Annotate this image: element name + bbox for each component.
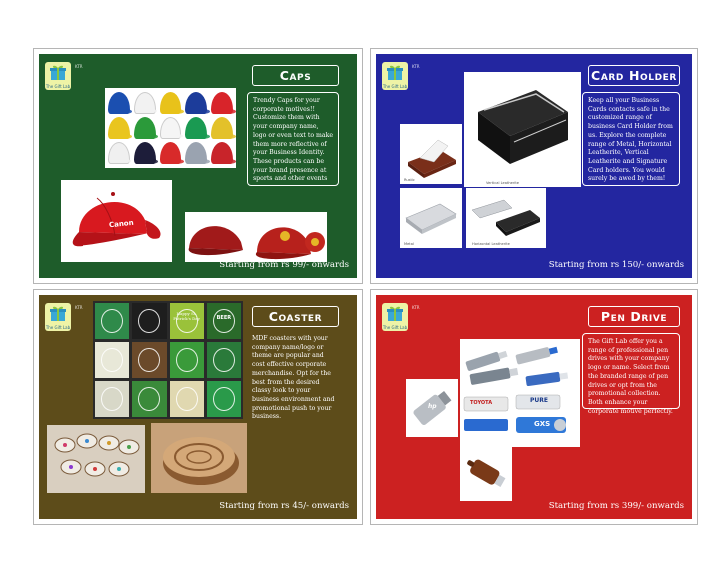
mini-cap: [160, 117, 182, 139]
pen-drive-description: The Gift Lab offer you a range of professional pen drives with your company logo or name. Select from the branded range of pen drives or opt from the promotional collection. Both enhance your corporate motive perfectly.: [582, 333, 680, 409]
coaster-grid: [95, 303, 241, 417]
coaster-tile: [132, 381, 166, 417]
gift-box-icon: [386, 64, 404, 81]
mini-cap: [211, 142, 233, 164]
caption-vertical-leatherite: Vertical Leatherite: [486, 181, 519, 185]
leather-usb-photo: [460, 447, 512, 501]
logo-mark: KTR: [75, 64, 83, 69]
coaster-tile: [95, 342, 129, 378]
coaster-tile: [207, 342, 241, 378]
coaster-tile: [170, 303, 204, 339]
caption-metal: Metal: [404, 242, 414, 246]
mini-cap: [160, 92, 182, 114]
usb-label-toyota: TOYOTA: [470, 400, 493, 406]
card-holder-title: Card Holder: [588, 65, 680, 86]
wooden-coaster-photo: [151, 423, 247, 493]
usb-label-pure: PURE: [530, 397, 548, 404]
red-cap-photo: [61, 180, 172, 262]
caps-price: Starting from rs 99/- onwards: [219, 260, 349, 270]
coaster-tile: [132, 342, 166, 378]
caps-pair-image: [185, 212, 327, 262]
usb-collage-photo: [460, 339, 580, 447]
coaster-tile: [95, 381, 129, 417]
metal-holder-image: [400, 188, 462, 248]
logo-text: The Gift Lab: [45, 325, 71, 330]
caps-grid: [108, 92, 233, 164]
mini-cap: [134, 142, 156, 164]
caption-rustic: Rustic: [404, 178, 415, 182]
leather-usb-image: [460, 447, 512, 501]
leather-holder-image: [464, 72, 581, 187]
gift-box-icon: [386, 305, 404, 322]
card-holder-panel: [376, 54, 692, 278]
coaster-tile-label: Happy St. Patrick's Day: [173, 311, 200, 321]
coaster-tile: [132, 303, 166, 339]
mini-cap: [108, 142, 130, 164]
caps-pair-photo: [185, 212, 327, 262]
usb-label-hp: hp: [428, 403, 437, 410]
logo-mark: KTR: [412, 305, 420, 310]
caps-title: Caps: [252, 65, 339, 86]
coaster-description: MDF coasters with your company name/logo or theme are popular and cost effective corporate merchandise. Opt for the best from the desired classy look to your business environment and promotional push to your business.: [252, 335, 335, 421]
usb-collage-image: [460, 339, 580, 447]
logo-text: The Gift Lab: [382, 84, 408, 89]
card-holder-description: Keep all your Business Cards contacts safe in the customized range of business Card Holder from us. Explore the complete range of Metal, Horizontal Leatherite, Vertical Leatherite and Signature Card holders. You would surely be awed by them!: [582, 92, 680, 186]
card-holder-price: Starting from rs 150/- onwards: [548, 260, 684, 270]
mini-cap: [134, 92, 156, 114]
printed-coasters-photo: [47, 425, 145, 493]
caps-card: [33, 48, 363, 284]
gift-box-icon: [49, 64, 67, 81]
caps-description: Trendy Caps for your corporate motives!! Customize them with your company name, logo or even text to make them more reflective of your Business Identity. These products can be your brand presence at sports and other events: [247, 92, 339, 186]
pen-drive-card: [370, 289, 698, 525]
caps-collage-photo: [105, 88, 236, 168]
logo-text: The Gift Lab: [45, 84, 71, 89]
usb-label-gxs: GXS: [534, 420, 551, 428]
horizontal-leatherite-photo: [466, 188, 546, 248]
horizontal-holder-image: [466, 188, 546, 248]
mini-cap: [185, 142, 207, 164]
logo-text: The Gift Lab: [382, 325, 408, 330]
logo-mark: KTR: [75, 305, 83, 310]
coaster-tile: [170, 381, 204, 417]
metal-usb-photo: [406, 379, 458, 437]
rustic-holder-photo: [400, 124, 462, 184]
vertical-leatherite-photo: [464, 72, 581, 187]
mini-cap: [108, 92, 130, 114]
gift-box-icon: [49, 305, 67, 322]
coaster-collage-photo: [93, 301, 243, 419]
coaster-tile-label: BEER: [216, 315, 232, 321]
red-cap-brand-label: Canon: [108, 218, 134, 230]
coaster-tile: [207, 303, 241, 339]
mini-cap: [185, 92, 207, 114]
mini-cap: [134, 117, 156, 139]
pen-drive-panel: [376, 295, 692, 519]
coaster-tile: [207, 381, 241, 417]
coaster-panel: [39, 295, 357, 519]
pen-drive-price: Starting from rs 399/- onwards: [548, 501, 684, 511]
caption-horizontal-leatherite: Horizontal Leatherite: [472, 242, 510, 246]
pen-drive-title: Pen Drive: [588, 306, 680, 327]
mini-cap: [211, 92, 233, 114]
metal-holder-photo: [400, 188, 462, 248]
logo-mark: KTR: [412, 64, 420, 69]
gift-lab-logo: [45, 62, 71, 90]
gift-lab-logo: [382, 62, 408, 90]
caps-panel: [39, 54, 357, 278]
rustic-holder-image: [400, 124, 462, 184]
coaster-card: [33, 289, 363, 525]
mini-cap: [211, 117, 233, 139]
mini-cap: [185, 117, 207, 139]
card-holder-card: [370, 48, 698, 284]
printed-coasters-image: [47, 425, 145, 493]
wooden-coaster-image: [151, 423, 247, 493]
coaster-tile: [95, 303, 129, 339]
gift-lab-logo: [45, 303, 71, 331]
coaster-title: Coaster: [252, 306, 339, 327]
mini-cap: [108, 117, 130, 139]
coaster-price: Starting from rs 45/- onwards: [219, 501, 349, 511]
coaster-tile: [170, 342, 204, 378]
mini-cap: [160, 142, 182, 164]
gift-lab-logo: [382, 303, 408, 331]
